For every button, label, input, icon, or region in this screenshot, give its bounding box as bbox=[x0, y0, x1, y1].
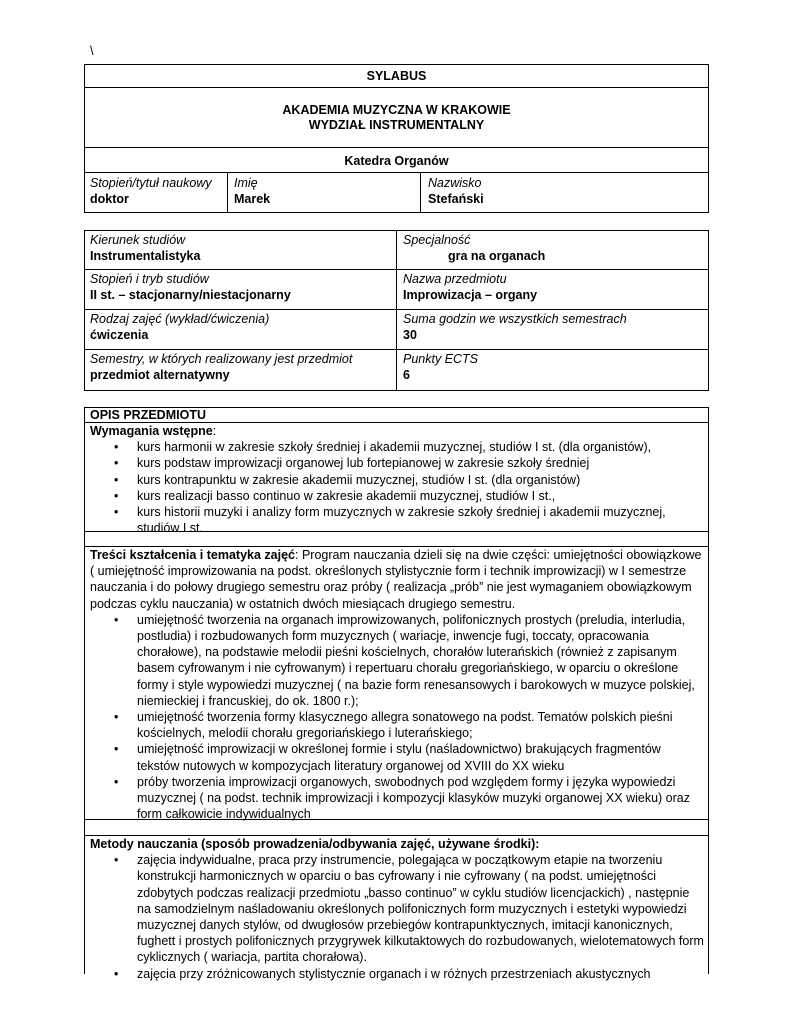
content-item: • umiejętność tworzenia formy klasycznego allegra sonatowego na podst. Tematów polskich pieśni kościelnych, melodii chorału gregoriańskiego i luterańskiego; bbox=[137, 709, 706, 741]
firstname-label: Imię bbox=[234, 176, 258, 190]
prereq-item: • kurs historii muzyki i analizy form muzycznych w zakresie szkoły średniej i akademii muzycznej, studiów I st. bbox=[137, 504, 706, 536]
methods-item: • zajęcia indywidualne, praca przy instrumencie, polegająca w początkowym etapie na tworzeniu konstrukcji harmonicznych w oparciu o bas cyfrowany i nie cyfrowany ( na podst. umiejętności zdobytych podczas realizacji przedmiotu „basso continuo” w cyklu studiów licencjackich) , następnie na samodzielnym naśladowaniu określonych polifonicznych form muzycznych i estetyki wypowiedzi muzycznej danych stylów, od dwugłosów przebiegów kontrapunktycznych, imitacji kanonicznych, fughett i prostych polifonicznych przygrywek kilkutaktowych do rozbudowanych, wielotematowych form cyklicznych ( wariacja, partita chorałowa). bbox=[137, 852, 706, 965]
subject-value: Improwizacja – organy bbox=[403, 288, 538, 302]
prereq-item: • kurs podstaw improwizacji organowej lub fortepianowej w zakresie szkoły średniej bbox=[137, 455, 706, 471]
subject-label: Nazwa przedmiotu bbox=[403, 272, 507, 286]
semesters-label: Semestry, w których realizowany jest przedmiot bbox=[90, 352, 353, 366]
content-item: • próby tworzenia improwizacji organowych, swobodnych pod względem formy i języka wypowiedzi muzycznej ( na podst. technik improwizacji i kompozycji klasyków muzyki organowej XX wieku) oraz form całkowicie indywidualnych bbox=[137, 774, 706, 823]
ects-label: Punkty ECTS bbox=[403, 352, 479, 366]
degree-label: Stopień/tytuł naukowy bbox=[90, 176, 212, 190]
faculty-name: WYDZIAŁ INSTRUMENTALNY bbox=[308, 118, 485, 132]
hours-value: 30 bbox=[403, 328, 417, 342]
description-title: OPIS PRZEDMIOTU bbox=[90, 408, 206, 422]
methods-item: • zajęcia przy zróżnicowanych stylistycznie organach i w różnych przestrzeniach akustycznych bbox=[137, 966, 706, 982]
prereq-item: • kurs harmonii w zakresie szkoły średniej i akademii muzycznej, studiów I st. (dla organistów), bbox=[137, 439, 706, 455]
field-value: Instrumentalistyka bbox=[90, 249, 201, 263]
firstname-value: Marek bbox=[234, 192, 271, 206]
degree-value: doktor bbox=[90, 192, 129, 206]
field-label: Kierunek studiów bbox=[90, 233, 186, 247]
hours-label: Suma godzin we wszystkich semestrach bbox=[403, 312, 627, 326]
content-item: • umiejętność improwizacji w określonej formie i stylu (naśladownictwo) brakujących fragmentów tekstów nutowych w kompozycjach literatury organowej od XVIII do XX wieku bbox=[137, 741, 706, 773]
department-name: Katedra Organów bbox=[344, 154, 449, 168]
methods-heading: Metody nauczania (sposób prowadzenia/odbywania zajęć, używane środki): bbox=[90, 837, 540, 851]
prereq-heading: Wymagania wstępne bbox=[90, 424, 213, 438]
level-label: Stopień i tryb studiów bbox=[90, 272, 209, 286]
semesters-value: przedmiot alternatywny bbox=[90, 368, 230, 382]
stray-backslash: \ bbox=[90, 44, 94, 58]
type-value: ćwiczenia bbox=[90, 328, 149, 342]
content-intro: : Program nauczania dzieli się na dwie części: umiejętności obowiązkowe ( umiejętność improwizowania na podst. określonych stylistycznie form i technik improwizacji) w I semestrze nauczania i do połowy drugiego semestru oraz próby ( realizacja „prób” nie jest wymaganiem obowiązkowym podczas cyklu nauczania) w ostatnich dwóch miesiącach drugiego semestru. bbox=[90, 548, 702, 611]
type-label: Rodzaj zajęć (wykład/ćwiczenia) bbox=[90, 312, 270, 326]
lastname-value: Stefański bbox=[428, 192, 484, 206]
content-item: • umiejętność tworzenia na organach improwizowanych, polifonicznych prostych (preludia, interludia, postludia) i rozbudowanych form muzycznych ( wariacje, inwencje fugi, toccaty, opracowania chorałowe), na podstawie melodii pieśni kościelnych, chorałów luterańskich (również z zapisanym basem cyfrowanym i nie cyfrowanym) i repertuaru chorału gregoriańskiego, w oparciu o określone formy i style wypowiedzi muzycznej ( na bazie form renesansowych i barokowych w muzyce polskiej, niemieckiej i francuskiej, do ok. 1800 r.); bbox=[137, 612, 706, 709]
prereq-colon: : bbox=[212, 424, 217, 438]
lastname-label: Nazwisko bbox=[428, 176, 482, 190]
content-heading: Treści kształcenia i tematyka zajęć bbox=[90, 548, 295, 562]
prereq-item: • kurs kontrapunktu w zakresie akademii muzycznej, studiów I st. (dla organistów) bbox=[137, 472, 706, 488]
spec-label: Specjalność bbox=[403, 233, 471, 247]
ects-value: 6 bbox=[403, 368, 410, 382]
spec-value: gra na organach bbox=[448, 249, 546, 263]
level-value: II st. – stacjonarny/niestacjonarny bbox=[90, 288, 291, 302]
prereq-item: • kurs realizacji basso continuo w zakresie akademii muzycznej, studiów I st., bbox=[137, 488, 706, 504]
sylabus-title: SYLABUS bbox=[366, 69, 427, 83]
academy-name: AKADEMIA MUZYCZNA W KRAKOWIE bbox=[282, 103, 511, 117]
